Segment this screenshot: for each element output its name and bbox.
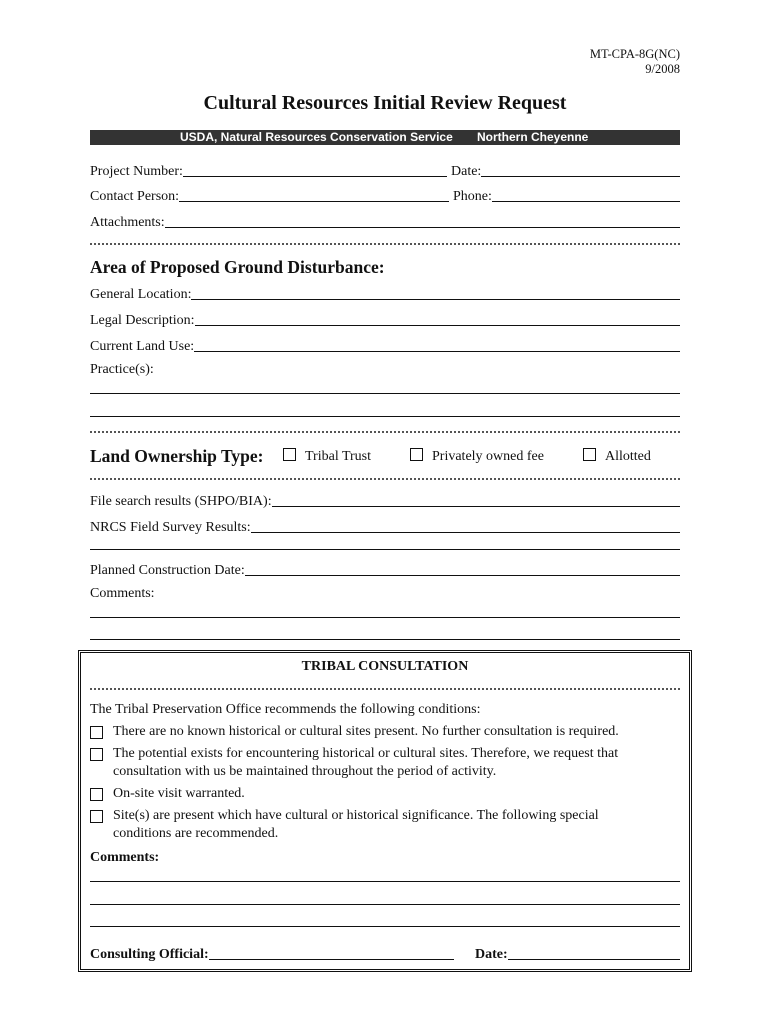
banner-agency: USDA, Natural Resources Conservation Service <box>180 130 453 144</box>
condition-checkbox[interactable] <box>90 748 103 761</box>
private-fee-checkbox[interactable] <box>410 448 423 461</box>
ownership-option-private-fee[interactable] <box>410 448 544 465</box>
date-label: Date: <box>451 164 482 179</box>
date-line[interactable] <box>481 162 680 177</box>
condition-checkbox[interactable] <box>90 810 103 823</box>
condition-checkbox[interactable] <box>90 726 103 739</box>
field-survey-line[interactable] <box>90 549 680 550</box>
condition-text: There are no known historical or cultural sites present. No further consultation is required. <box>113 724 619 739</box>
project-number-field[interactable] <box>90 160 447 180</box>
consulting-official-field[interactable] <box>90 943 454 963</box>
tribal-intro: The Tribal Preservation Office recommends the following conditions: <box>90 702 481 717</box>
file-search-label: File search results (SHPO/BIA): <box>90 494 272 509</box>
comments-line[interactable] <box>90 617 680 618</box>
attachments-label: Attachments: <box>90 215 165 230</box>
practices-line[interactable] <box>90 393 680 394</box>
ownership-option-tribal-trust[interactable] <box>283 448 371 465</box>
comments-line[interactable] <box>90 639 680 640</box>
contact-person-field[interactable] <box>90 185 449 205</box>
area-heading: Area of Proposed Ground Disturbance: <box>90 257 385 277</box>
agency-banner <box>90 130 680 145</box>
private-fee-label: Privately owned fee <box>432 449 544 464</box>
tribal-consultation-heading: TRIBAL CONSULTATION <box>301 659 469 674</box>
field-survey-field[interactable] <box>90 516 680 536</box>
legal-description-line[interactable] <box>195 311 680 326</box>
legal-description-field[interactable] <box>90 309 680 329</box>
form-code <box>590 47 680 77</box>
contact-person-label: Contact Person: <box>90 189 180 204</box>
section-divider <box>90 431 680 433</box>
field-survey-line[interactable] <box>251 518 680 533</box>
allotted-label: Allotted <box>605 449 651 464</box>
form-number: MT-CPA-8G(NC) <box>589 47 680 61</box>
condition-text: consultation with us be maintained throughout the period of activity. <box>113 764 497 779</box>
condition-text: On-site visit warranted. <box>113 786 245 801</box>
form-title: Cultural Resources Initial Review Request <box>203 92 567 114</box>
consulting-official-label: Consulting Official: <box>90 947 209 962</box>
tribal-comments-line[interactable] <box>90 904 680 905</box>
allotted-checkbox[interactable] <box>583 448 596 461</box>
general-location-label: General Location: <box>90 287 192 302</box>
attachments-line[interactable] <box>165 213 680 228</box>
project-number-line[interactable] <box>183 162 447 177</box>
consultation-date-line[interactable] <box>508 945 680 960</box>
project-number-label: Project Number: <box>90 164 183 179</box>
consultation-date-field[interactable] <box>475 943 680 963</box>
phone-label: Phone: <box>453 189 492 204</box>
attachments-field[interactable] <box>90 211 680 231</box>
phone-field[interactable] <box>453 185 680 205</box>
condition-text: conditions are recommended. <box>113 826 279 841</box>
practices-label: Practice(s): <box>90 362 154 377</box>
section-divider <box>90 478 680 480</box>
tribal-comments-line[interactable] <box>90 926 680 927</box>
general-location-field[interactable] <box>90 283 680 303</box>
consulting-official-line[interactable] <box>209 945 454 960</box>
consultation-date-label: Date: <box>475 947 508 962</box>
tribal-comments-line[interactable] <box>90 881 680 882</box>
planned-construction-label: Planned Construction Date: <box>90 563 245 578</box>
phone-line[interactable] <box>492 187 680 202</box>
file-search-line[interactable] <box>272 492 680 507</box>
section-divider <box>90 688 680 690</box>
banner-tribe: Northern Cheyenne <box>477 130 589 144</box>
field-survey-label: NRCS Field Survey Results: <box>90 520 251 535</box>
form-revision-date: 9/2008 <box>645 62 680 76</box>
current-land-use-field[interactable] <box>90 335 680 355</box>
planned-construction-field[interactable] <box>90 559 680 579</box>
ownership-heading: Land Ownership Type: <box>90 446 264 466</box>
file-search-field[interactable] <box>90 490 680 510</box>
general-location-line[interactable] <box>191 285 680 300</box>
tribal-comments-label: Comments: <box>90 850 160 865</box>
practices-line[interactable] <box>90 416 680 417</box>
section-divider <box>90 243 680 245</box>
condition-checkbox[interactable] <box>90 788 103 801</box>
current-land-use-line[interactable] <box>194 337 680 352</box>
current-land-use-label: Current Land Use: <box>90 339 195 354</box>
planned-construction-line[interactable] <box>245 561 680 576</box>
contact-person-line[interactable] <box>179 187 449 202</box>
condition-text: The potential exists for encountering historical or cultural sites. Therefore, we request that <box>113 746 619 761</box>
date-field[interactable] <box>451 160 680 180</box>
ownership-option-allotted[interactable] <box>583 448 651 465</box>
comments-label: Comments: <box>90 586 155 601</box>
condition-text: Site(s) are present which have cultural or historical significance. The following special <box>113 808 599 823</box>
legal-description-label: Legal Description: <box>90 313 195 328</box>
tribal-trust-checkbox[interactable] <box>283 448 296 461</box>
tribal-trust-label: Tribal Trust <box>305 449 372 464</box>
